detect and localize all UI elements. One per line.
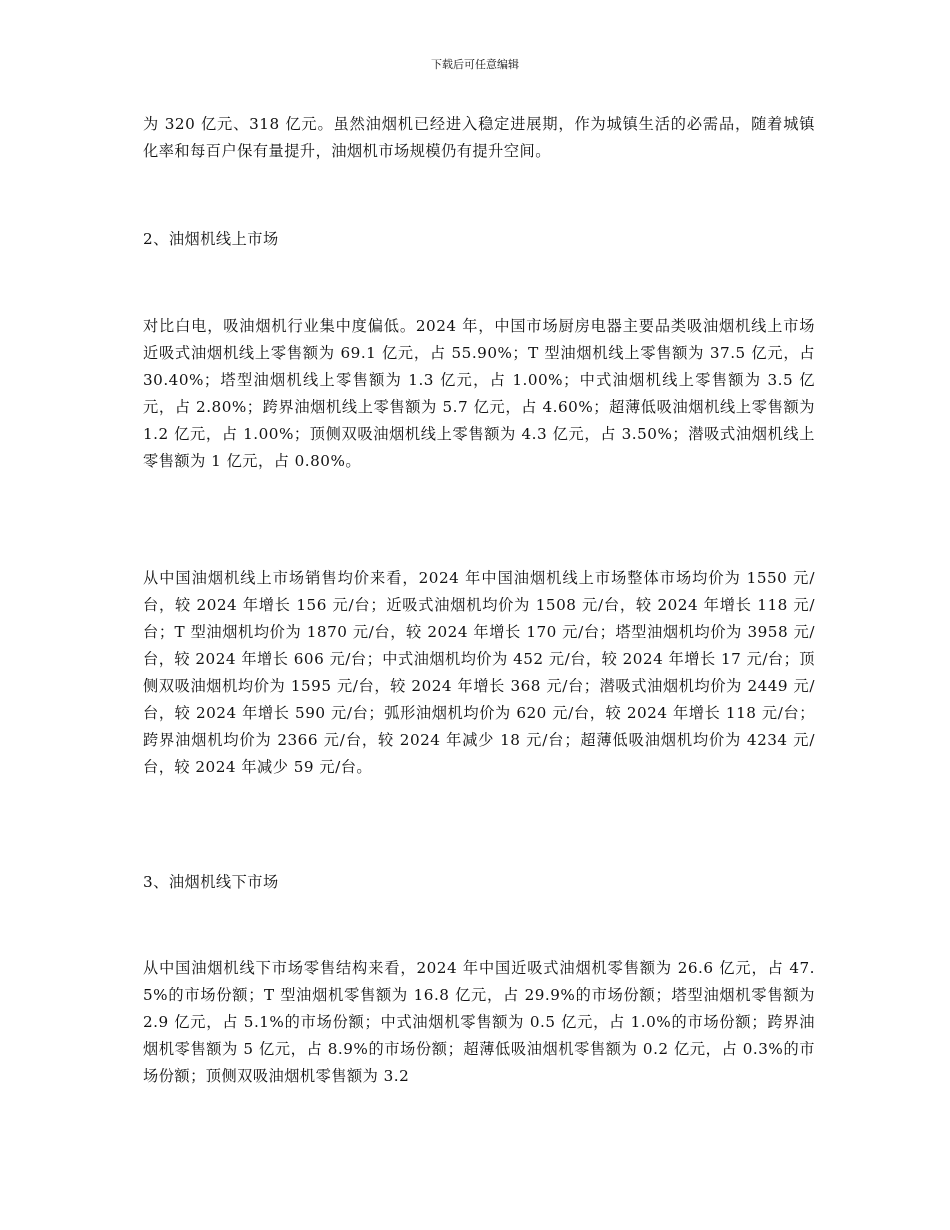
paragraph-online-average-price: 从中国油烟机线上市场销售均价来看，2024 年中国油烟机线上市场整体市场均价为 1550 元/台，较 2024 年增长 156 元/台；近吸式油烟机均价为 1508 元/台，较 2024 年增长 118 元/台；T 型油烟机均价为 1870 元/台，较 2024 年增长 170 元/台；塔型油烟机均价为 3958 元/台，较 2024 年增长 606 元/台；中式油烟机均价为 452 元/台，较 2024 年增长 17 元/台；顶侧双吸油烟机均价为 1595 元/台，较 2024 年增长 368 元/台；潜吸式油烟机均价为 2449 元/台，较 2024 年增长 590 元/台；弧形油烟机均价为 620 元/台，较 2024 年增长 118 元/台；跨界油烟机均价为 2366 元/台，较 2024 年减少 18 元/台；超薄低吸油烟机均价为 4234 元/台，较 2024 年减少 59 元/台。	[143, 569, 815, 776]
section-heading-offline-market: 3、油烟机线下市场	[143, 873, 279, 891]
section-heading-online-market: 2、油烟机线上市场	[143, 230, 279, 248]
paragraph-offline-retail-structure: 从中国油烟机线下市场零售结构来看，2024 年中国近吸式油烟机零售额为 26.6 亿元，占 47.5%的市场份额；T 型油烟机零售额为 16.8 亿元，占 29.9%的市场份额；塔型油烟机零售额为 2.9 亿元，占 5.1%的市场份额；中式油烟机零售额为 0.5 亿元，占 1.0%的市场份额；跨界油烟机零售额为 5 亿元，占 8.9%的市场份额；超薄低吸油烟机零售额为 0.2 亿元，占 0.3%的市场份额；顶侧双吸油烟机零售额为 3.2	[143, 959, 815, 1085]
paragraph-online-retail-structure: 对比白电，吸油烟机行业集中度偏低。2024 年，中国市场厨房电器主要品类吸油烟机线上市场近吸式油烟机线上零售额为 69.1 亿元，占 55.90%；T 型油烟机线上零售额为 37.5 亿元，占 30.40%；塔型油烟机线上零售额为 1.3 亿元，占 1.00%；中式油烟机线上零售额为 3.5 亿元，占 2.80%；跨界油烟机线上零售额为 5.7 亿元，占 4.60%；超薄低吸油烟机线上零售额为 1.2 亿元，占 1.00%；顶侧双吸油烟机线上零售额为 4.3 亿元，占 3.50%；潜吸式油烟机线上零售额为 1 亿元，占 0.80%。	[143, 317, 815, 470]
paragraph-market-size-continuation: 为 320 亿元、318 亿元。虽然油烟机已经进入稳定进展期，作为城镇生活的必需品，随着城镇化率和每百户保有量提升，油烟机市场规模仍有提升空间。	[143, 115, 815, 160]
page-header: 下载后可任意编辑	[431, 58, 519, 71]
